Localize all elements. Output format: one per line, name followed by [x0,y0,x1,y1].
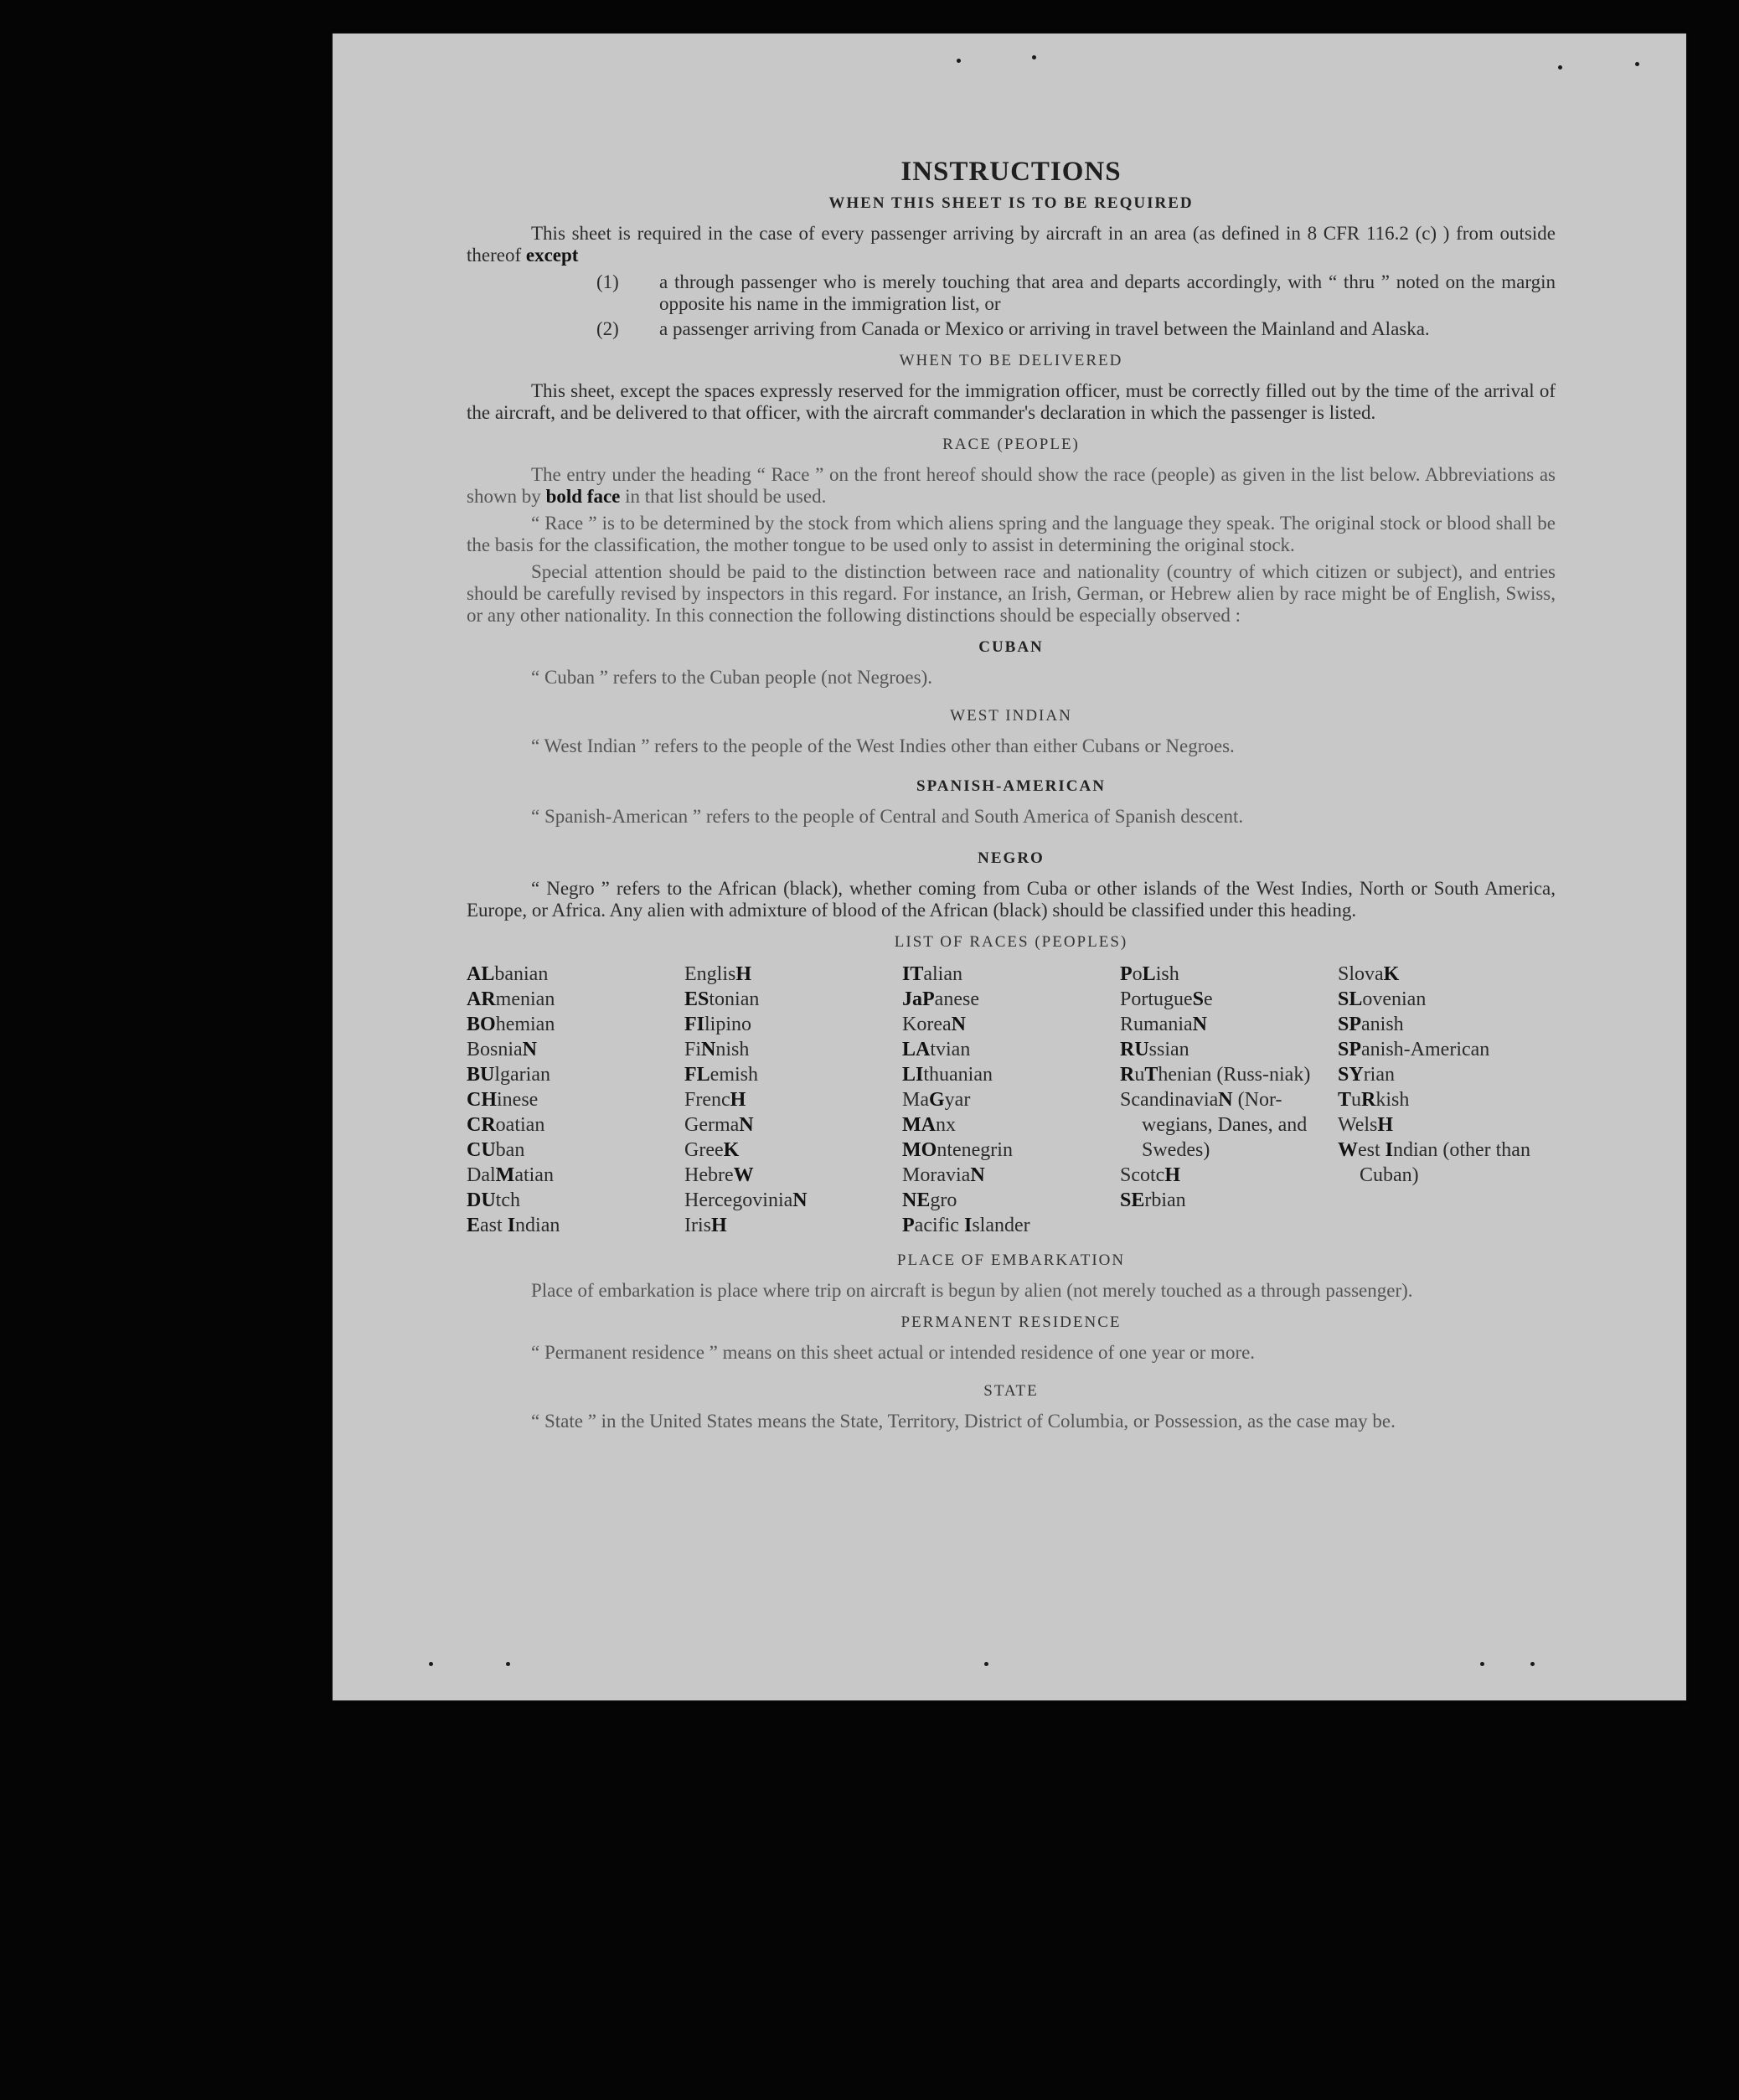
required-intro-emphasis: except [525,245,579,266]
race-p1-text: The entry under the heading “ Race ” on the front hereof should show the race (people) as given in the list below. Abbreviations as shown by [467,464,1556,507]
races-column [684,962,902,1238]
race-entry: NEgro [902,1189,957,1211]
races-list [467,962,1556,1238]
race-entry: East Indian [467,1215,560,1236]
race-entry: RumaniaN [1120,1014,1207,1035]
race-entry: IrisH [684,1215,727,1236]
race-entry: FiNnish [684,1039,750,1060]
heading-embarkation: PLACE OF EMBARKATION [896,1251,1126,1269]
race-entry: LIthuanian [902,1064,993,1086]
scan-speck [429,1662,433,1666]
race-entry: FIlipino [684,1014,752,1035]
spanish-american-text: “ Spanish-American ” refers to the people of Central and South America of Spanish descent. [531,806,1244,827]
race-entry: RuThenian (Russ-niak) [1120,1064,1311,1086]
race-entry: BUlgarian [467,1064,550,1086]
exception-text: a passenger arriving from Canada or Mexico or arriving in travel between the Mainland and Alaska. [659,318,1430,339]
negro-text: “ Negro ” refers to the African (black), whether coming from Cuba or other islands of the West Indies, North or South America, Europe, or Africa. Any alien with admixture of blood of the African (black) should be classified under this heading. [467,878,1556,921]
exception-number: (1) [596,271,619,292]
embarkation-text: Place of embarkation is place where trip on aircraft is begun by alien (not merely touched as a through passenger). [531,1280,1413,1301]
scan-speck [1032,55,1036,59]
residence-text: “ Permanent residence ” means on this sheet actual or intended residence of one year or more. [531,1342,1256,1363]
heading-state: STATE [983,1382,1039,1400]
race-entry: MaGyar [902,1089,971,1111]
race-entry: ALbanian [467,963,549,985]
heading-negro: NEGRO [978,849,1045,867]
race-entry: SlovaK [1338,963,1400,985]
cuban-text: “ Cuban ” refers to the Cuban people (not Negroes). [531,667,933,688]
scan-speck [1635,62,1639,66]
race-entry: JaPanese [902,988,979,1010]
race-entry: PortugueSe [1120,988,1213,1010]
race-p1-text-end: in that list should be used. [625,486,827,507]
race-entry: Pacific Islander [902,1215,1030,1236]
exception-item-2 [467,318,1556,340]
scan-speck [1558,65,1562,70]
exception-item-1 [467,271,1556,315]
scan-speck [506,1662,510,1666]
scan-speck [1530,1662,1535,1666]
race-entry: RUssian [1120,1039,1189,1060]
race-entry: MoraviaN [902,1164,985,1186]
scan-speck [1480,1662,1484,1666]
race-entry: BOhemian [467,1014,555,1035]
page-title: INSTRUCTIONS [900,157,1122,187]
race-entry: GreeK [684,1139,740,1161]
heading-permanent-residence: PERMANENT RESIDENCE [900,1313,1122,1331]
race-paragraph-2: “ Race ” is to be determined by the stock from which aliens spring and the language they speak. The original stock or blood shall be the basis for the classification, the mother tongue to be used only to assist in determining the original stock. [467,513,1556,555]
race-entry: FLemish [684,1064,758,1086]
race-entry: SPanish [1338,1014,1404,1035]
race-entry: MOntenegrin [902,1139,1013,1161]
race-p1-bold: bold face [545,486,621,507]
exception-text: a through passenger who is merely touching that area and departs accordingly, with “ thru ” noted on the margin opposite his name in the immigration list, or [659,271,1556,314]
heading-west-indian: WEST INDIAN [950,707,1072,725]
document-page [333,34,1686,1700]
race-entry: HercegoviniaN [684,1189,808,1211]
scan-speck [984,1662,988,1666]
required-intro-text: This sheet is required in the case of every passenger arriving by aircraft in an area (as defined in 8 CFR 116.2 (c) ) from outside thereof [467,223,1556,266]
heading-required: WHEN THIS SHEET IS TO BE REQUIRED [828,194,1194,212]
race-entry: SYrian [1338,1064,1395,1086]
race-paragraph-1 [467,464,1556,508]
race-entry: EStonian [684,988,760,1010]
heading-cuban: CUBAN [978,638,1044,656]
race-entry: GermaN [684,1114,754,1136]
races-column [1120,962,1338,1238]
state-text: “ State ” in the United States means the State, Territory, District of Columbia, or Possession, as the case may be. [531,1411,1396,1432]
races-column [902,962,1120,1238]
race-entry: SLovenian [1338,988,1427,1010]
race-entry: ARmenian [467,988,555,1010]
document-content [467,126,1556,1437]
race-entry: CHinese [467,1089,539,1111]
race-entry: ITalian [902,963,962,985]
heading-race: RACE (PEOPLE) [942,436,1080,453]
race-entry: CUban [467,1139,525,1161]
race-entry: HebreW [684,1164,754,1186]
races-column [1338,962,1556,1238]
race-entry: BosniaN [467,1039,538,1060]
race-entry: KoreaN [902,1014,966,1035]
race-entry: MAnx [902,1114,956,1136]
scan-speck [957,59,961,63]
race-entry: EnglisH [684,963,752,985]
race-entry: ScandinaviaN (Nor-wegians, Danes, and Swedes) [1120,1089,1308,1161]
race-entry: WelsH [1338,1114,1394,1136]
required-intro [467,223,1556,266]
exception-number: (2) [596,318,619,339]
race-entry: FrencH [684,1089,746,1111]
heading-list-of-races: LIST OF RACES (PEOPLES) [894,933,1128,951]
races-column [467,962,684,1238]
race-paragraph-3: Special attention should be paid to the distinction between race and nationality (country of which citizen or subject), and entries should be carefully revised by inspectors in this regard. For instance, an Irish, German, or Hebrew alien by race might be of English, Swiss, or any other nationality. In this connection the following distinctions should be especially observed : [467,561,1556,626]
heading-delivered: WHEN TO BE DELIVERED [899,352,1123,369]
race-entry: PoLish [1120,963,1179,985]
race-entry: West Indian (other than Cuban) [1338,1139,1530,1186]
race-entry: DUtch [467,1189,520,1211]
heading-spanish-american: SPANISH-AMERICAN [916,777,1106,795]
race-entry: LAtvian [902,1039,971,1060]
race-entry: TuRkish [1338,1089,1410,1111]
west-indian-text: “ West Indian ” refers to the people of the West Indies other than either Cubans or Negroes. [531,735,1235,756]
race-entry: ScotcH [1120,1164,1180,1186]
race-entry: SPanish-American [1338,1039,1490,1060]
race-entry: CRoatian [467,1114,545,1136]
delivered-text: This sheet, except the spaces expressly reserved for the immigration officer, must be correctly filled out by the time of the arrival of the aircraft, and be delivered to that officer, with the aircraft commander's declaration in which the passenger is listed. [467,380,1556,423]
race-entry: DalMatian [467,1164,554,1186]
race-entry: SErbian [1120,1189,1186,1211]
